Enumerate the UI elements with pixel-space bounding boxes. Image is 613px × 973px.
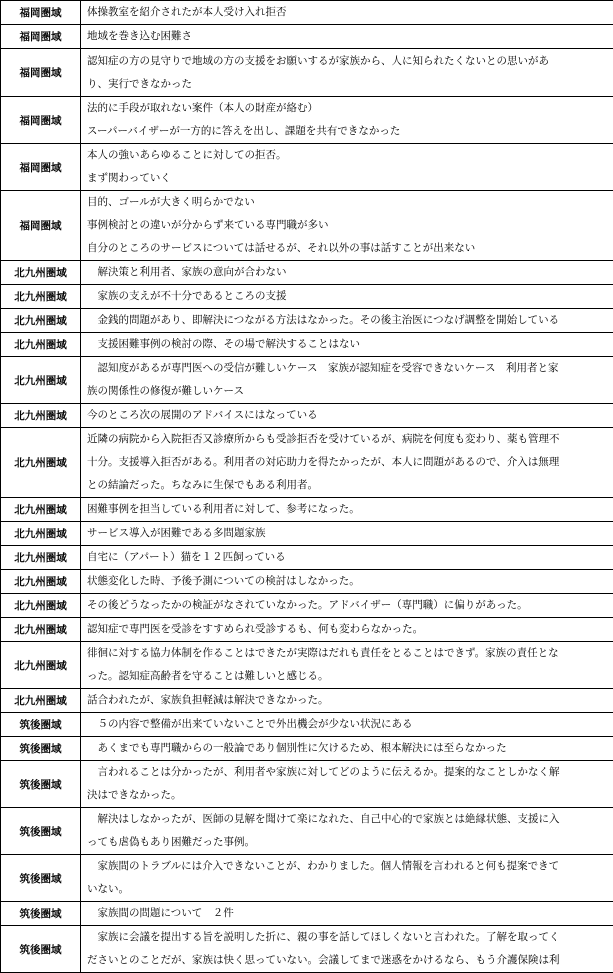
- comment-line: 状態変化した時、予後予測についての検討はしなかった。: [87, 570, 607, 593]
- region-cell: 福岡圏域: [1, 1, 81, 25]
- comment-line: スーパーバイザーが一方的に答えを出し、課題を共有できなかった: [87, 120, 607, 143]
- region-cell: 福岡圏域: [1, 144, 81, 191]
- comment-cell: [81, 902, 613, 926]
- region-cell: 北九州圏域: [1, 642, 81, 689]
- table-row: [1, 191, 613, 261]
- comment-line: 近隣の病院から入院拒否又診療所からも受診拒否を受けているが、病院を何度も変わり、薬も管理不: [87, 428, 607, 451]
- table-row: [1, 808, 613, 855]
- table-row: [1, 498, 613, 522]
- table-row: [1, 737, 613, 761]
- comment-cell: [81, 97, 613, 144]
- comment-line: 解決はしなかったが、医師の見解を聞けて楽になれた、自己中心的で家族とは絶縁状態、支援に入: [87, 808, 607, 831]
- table-row: [1, 333, 613, 357]
- region-cell: 福岡圏域: [1, 49, 81, 97]
- region-cell: 筑後圏域: [1, 713, 81, 737]
- table-body: [1, 1, 613, 973]
- region-cell: 北九州圏域: [1, 309, 81, 333]
- comment-line: との結論だった。ちなみに生保でもある利用者。: [87, 474, 607, 497]
- region-cell: 筑後圏域: [1, 926, 81, 973]
- comment-line: その後どうなったかの検証がなされていなかった。アドバイザー（専門職）に偏りがあった。: [87, 594, 607, 617]
- table-row: [1, 855, 613, 902]
- comment-cell: [81, 522, 613, 546]
- comment-line: 家族間のトラブルには介入できないことが、わかりました。個人情報を言われると何も提案できて: [87, 855, 607, 878]
- table-row: [1, 1, 613, 25]
- comment-line: 徘徊に対する協力体制を作ることはできたが実際はだれも責任をとることはできず。家族の責任とな: [87, 642, 607, 665]
- comment-cell: [81, 855, 613, 902]
- comment-cell: [81, 285, 613, 309]
- comment-line: ださいとのことだが、家族は快く思っていない。会議してまで迷惑をかけるなら、もう介護保険は利: [87, 949, 607, 972]
- comment-line: 目的、ゴールが大きく明らかでない: [87, 191, 607, 214]
- comment-line: 言われることは分かったが、利用者や家族に対してどのように伝えるか。提案的なことしかなく解: [87, 761, 607, 784]
- comment-line: 事例検討との違いが分からず来ている専門職が多い: [87, 214, 607, 237]
- comment-line: 決はできなかった。: [87, 784, 607, 807]
- table-row: [1, 570, 613, 594]
- comment-line: 家族の支えが不十分であるところの支援: [87, 285, 607, 308]
- table-row: [1, 902, 613, 926]
- comment-line: 認知度があるが専門医への受信が難しいケース 家族が認知症を受容できないケース 利用者と家: [87, 357, 607, 380]
- comment-line: まず関わっていく: [87, 167, 607, 190]
- comment-line: 体操教室を紹介されたが本人受け入れ拒否: [87, 1, 607, 24]
- table-row: [1, 618, 613, 642]
- comment-cell: [81, 498, 613, 522]
- table-row: [1, 309, 613, 333]
- table-row: [1, 404, 613, 428]
- comment-cell: [81, 25, 613, 49]
- region-cell: 北九州圏域: [1, 357, 81, 404]
- comment-cell: [81, 191, 613, 261]
- comment-cell: [81, 546, 613, 570]
- comment-line: サービス導入が困難である多問題家族: [87, 522, 607, 545]
- region-cell: 北九州圏域: [1, 618, 81, 642]
- region-cell: 福岡圏域: [1, 97, 81, 144]
- region-cell: 北九州圏域: [1, 285, 81, 309]
- region-cell: 筑後圏域: [1, 902, 81, 926]
- region-cell: 北九州圏域: [1, 261, 81, 285]
- comment-line: 地域を巻き込む困難さ: [87, 25, 607, 48]
- region-cell: 筑後圏域: [1, 761, 81, 808]
- region-cell: 北九州圏域: [1, 428, 81, 498]
- comment-line: 今のところ次の展開のアドバイスにはなっている: [87, 404, 607, 427]
- comment-cell: [81, 357, 613, 404]
- comment-line: 困難事例を担当している利用者に対して、参考になった。: [87, 498, 607, 521]
- comment-line: 話合われたが、家族負担軽減は解決できなかった。: [87, 689, 607, 712]
- region-cell: 北九州圏域: [1, 594, 81, 618]
- table-row: [1, 761, 613, 808]
- comment-cell: [81, 428, 613, 498]
- comment-cell: [81, 808, 613, 855]
- comment-line: 十分。支援導入拒否がある。利用者の対応助力を得たかったが、本人に問題があるので、介入は無理: [87, 451, 607, 474]
- comment-line: 家族間の問題について ２件: [87, 902, 607, 925]
- comment-cell: [81, 1, 613, 25]
- comment-line: いない。: [87, 878, 607, 901]
- comment-line: 族の関係性の修復が難しいケース: [87, 380, 607, 403]
- table-row: [1, 713, 613, 737]
- table-row: [1, 522, 613, 546]
- comment-cell: [81, 570, 613, 594]
- comment-line: っても虐偽もあり困難だった事例。: [87, 831, 607, 854]
- comment-line: 認知症で専門医を受診をすすめられ受診するも、何も変わらなかった。: [87, 618, 607, 641]
- comment-cell: [81, 618, 613, 642]
- comment-line: 解決策と利用者、家族の意向が合わない: [87, 261, 607, 284]
- table-row: [1, 144, 613, 191]
- table-row: [1, 49, 613, 97]
- comment-cell: [81, 761, 613, 808]
- region-cell: 北九州圏域: [1, 404, 81, 428]
- region-cell: 北九州圏域: [1, 689, 81, 713]
- comment-cell: [81, 926, 613, 973]
- comment-line: 支援困難事例の検討の際、その場で解決することはない: [87, 333, 607, 356]
- comment-line: 自宅に（アパート）猫を１２匹飼っている: [87, 546, 607, 569]
- comment-cell: [81, 49, 613, 97]
- region-cell: 北九州圏域: [1, 333, 81, 357]
- table-row: [1, 926, 613, 973]
- table-row: [1, 97, 613, 144]
- table-row: [1, 285, 613, 309]
- table-row: [1, 428, 613, 498]
- table-row: [1, 25, 613, 49]
- comment-cell: [81, 309, 613, 333]
- region-cell: 北九州圏域: [1, 546, 81, 570]
- table-row: [1, 261, 613, 285]
- table-row: [1, 594, 613, 618]
- comment-line: 法的に手段が取れない案件（本人の財産が絡む）: [87, 97, 607, 120]
- comment-cell: [81, 261, 613, 285]
- region-cell: 福岡圏域: [1, 25, 81, 49]
- comment-line: った。認知症高齢者を守ることは難しいと感じる。: [87, 665, 607, 688]
- comment-line: 本人の強いあらゆることに対しての拒否。: [87, 144, 607, 167]
- table-row: [1, 357, 613, 404]
- comment-cell: [81, 713, 613, 737]
- comment-cell: [81, 737, 613, 761]
- region-cell: 筑後圏域: [1, 808, 81, 855]
- region-cell: 北九州圏域: [1, 498, 81, 522]
- region-cell: 福岡圏域: [1, 191, 81, 261]
- region-cell: 筑後圏域: [1, 855, 81, 902]
- comment-line: あくまでも専門職からの一般論であり個別性に欠けるため、根本解決には至らなかった: [87, 737, 607, 760]
- comment-cell: [81, 404, 613, 428]
- region-cell: 筑後圏域: [1, 737, 81, 761]
- comment-line: 自分のところのサービスについては話せるが、それ以外の事は話すことが出来ない: [87, 237, 607, 260]
- comment-line: り、実行できなかった: [87, 73, 607, 96]
- table-row: [1, 689, 613, 713]
- comment-line: 認知症の方の見守りで地域の方の支援をお願いするが家族から、人に知られたくないとの思いがあ: [87, 50, 607, 73]
- region-cell: 北九州圏域: [1, 570, 81, 594]
- comment-line: ５の内容で整備が出来ていないことで外出機会が少ない状況にある: [87, 713, 607, 736]
- comment-cell: [81, 642, 613, 689]
- comment-cell: [81, 689, 613, 713]
- comment-cell: [81, 144, 613, 191]
- comment-cell: [81, 333, 613, 357]
- comment-line: 金銭的問題があり、即解決につながる方法はなかった。その後主治医につなげ調整を開始している: [87, 309, 607, 332]
- table-row: [1, 546, 613, 570]
- table-row: [1, 642, 613, 689]
- comment-line: 家族に会議を提出する旨を説明した折に、親の事を話してほしくないと言われた。了解を取ってく: [87, 926, 607, 949]
- region-cell: 北九州圏域: [1, 522, 81, 546]
- comment-cell: [81, 594, 613, 618]
